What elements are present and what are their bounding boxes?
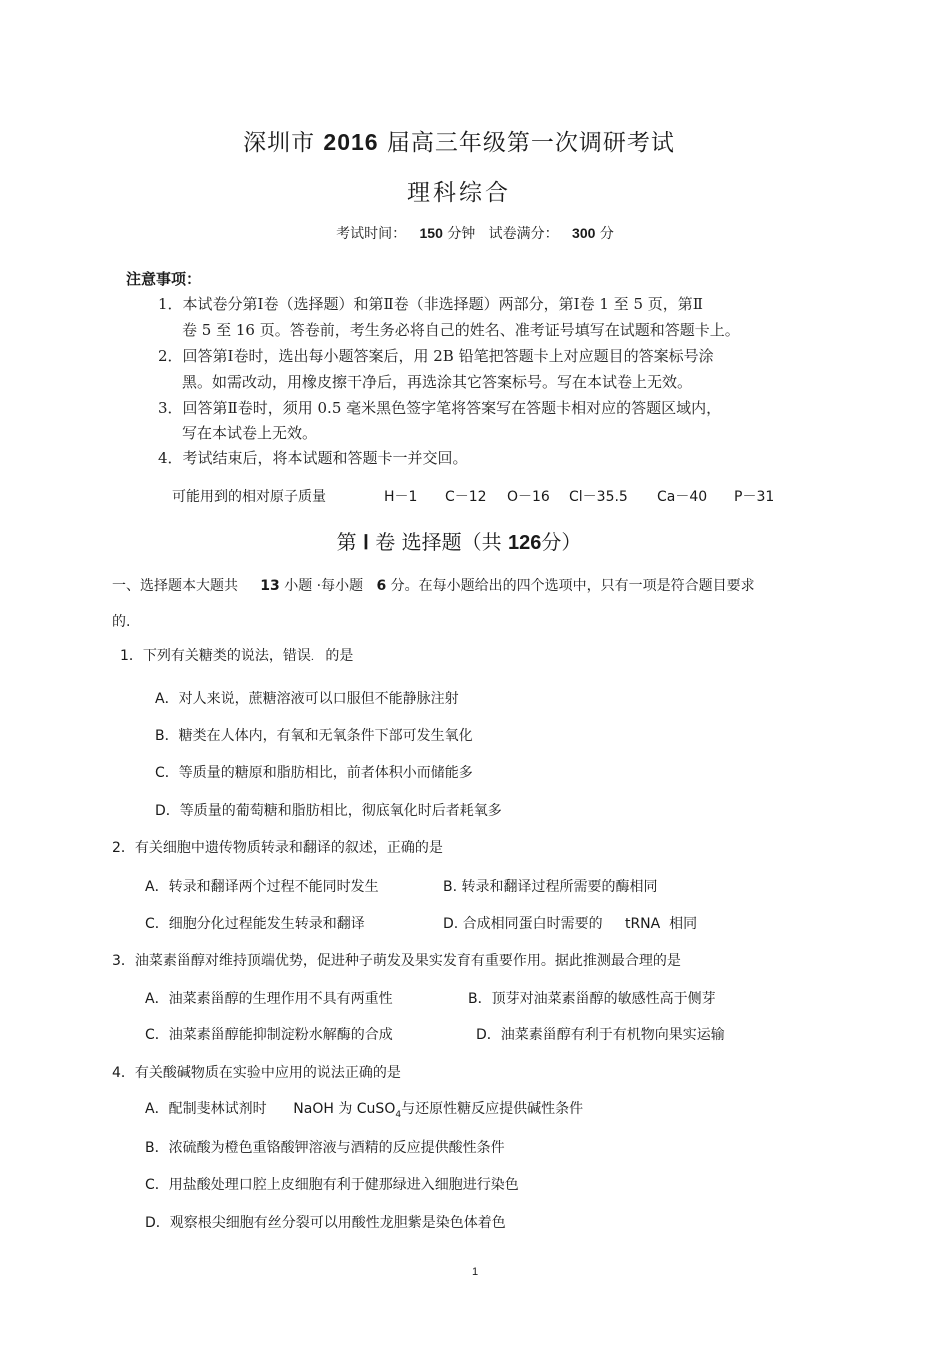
q2-option-c: C．细胞分化过程能发生转录和翻译: [145, 916, 365, 932]
q4-a-part-c: 与还原性糖反应提供碱性条件: [401, 1101, 584, 1117]
q2-d-part-b: tRNA: [624, 916, 661, 932]
exam-subtitle: 理科综合: [407, 180, 511, 206]
q1-option-c: C．等质量的糖原和脂肪相比，前者体积小而储能多: [155, 765, 473, 781]
instructions-count: 13: [260, 578, 280, 594]
q1-option-d: D．等质量的葡萄糖和脂肪相比，彻底氧化时后者耗氧多: [155, 803, 502, 819]
instructions-part-a: 一、选择题本大题共: [112, 578, 238, 594]
q3-option-d: D．油菜素甾醇有利于有机物向果实运输: [476, 1027, 725, 1043]
q4-a-part-a: A．配制斐林试剂时: [145, 1101, 267, 1117]
atomic-mass-c: C－12: [445, 489, 487, 505]
instructions-line-2: 的.: [112, 614, 131, 630]
section-suffix: 分）: [541, 530, 582, 554]
notice-item-4: 4．考试结束后，将本试题和答题卡一并交回。: [158, 449, 468, 467]
question-3-stem: 3．油菜素甾醇对维持顶端优势，促进种子萌发及果实发育有重要作用。据此推测最合理的是: [112, 953, 681, 969]
question-4-stem: 4．有关酸碱物质在实验中应用的说法正确的是: [112, 1065, 401, 1081]
time-label: 考试时间：: [336, 226, 407, 242]
q2-d-part-a: D. 合成相同蛋白时需要的: [443, 916, 603, 932]
q4-a-part-b: NaOH 为 CuSO: [293, 1101, 396, 1117]
exam-info: [0, 223, 950, 243]
q1-stem-b: 的是: [325, 648, 354, 664]
score-unit: 分: [599, 226, 614, 242]
q1-option-b: B．糖类在人体内，有氧和无氧条件下部可发生氧化: [155, 728, 473, 744]
time-unit: 分钟: [447, 226, 476, 242]
atomic-mass-p: P－31: [734, 489, 775, 505]
atomic-mass-cl: Cl－35.5: [569, 489, 628, 505]
section-title: [0, 526, 918, 555]
instructions-part-c: 分。在每小题给出的四个选项中，只有一项是符合题目要求: [390, 578, 755, 594]
q1-emphasis-dots: ．: [310, 652, 321, 663]
atomic-mass-o: O－16: [507, 489, 550, 505]
q4-option-b: B．浓硫酸为橙色重铬酸钾溶液与酒精的反应提供酸性条件: [145, 1140, 505, 1156]
q2-option-d: [443, 913, 697, 933]
notice-item-1-cont: 卷 5 至 16 页。答卷前，考生务必将自己的姓名、准考证号填写在试题和答题卡上。: [182, 321, 740, 339]
q1-option-a: A．对人来说，蔗糖溶液可以口服但不能静脉注射: [155, 691, 459, 707]
q3-option-b: B．顶芽对油菜素甾醇的敏感性高于侧芽: [468, 991, 716, 1007]
instructions-line-1: [112, 575, 755, 595]
notice-item-2: 2．回答第Ⅰ卷时，选出每小题答案后，用 2B 铅笔把答题卡上对应题目的答案标号涂: [158, 347, 714, 365]
q2-option-a: A．转录和翻译两个过程不能同时发生: [145, 879, 379, 895]
section-prefix: 第: [336, 530, 357, 554]
question-2-stem: 2．有关细胞中遗传物质转录和翻译的叙述，正确的是: [112, 840, 443, 856]
score-label: 试卷满分：: [488, 226, 559, 242]
q2-d-part-c: 相同: [669, 916, 698, 932]
title-prefix: 深圳市: [243, 130, 316, 156]
section-points: 126: [507, 532, 542, 554]
q4-option-a: [145, 1098, 583, 1120]
section-roman: Ⅰ: [363, 532, 369, 554]
atomic-mass-h: H－1: [384, 489, 418, 505]
q3-option-a: A．油菜素甾醇的生理作用不具有两重性: [145, 991, 393, 1007]
instructions-per: 6: [376, 578, 387, 594]
atomic-mass-label: 可能用到的相对原子质量: [172, 489, 326, 505]
score-value: 300: [572, 225, 596, 241]
title-year: 2016: [323, 129, 379, 155]
q4-option-c: C．用盐酸处理口腔上皮细胞有利于健那绿进入细胞进行染色: [145, 1177, 519, 1193]
notice-item-3: 3．回答第Ⅱ卷时，须用 0.5 毫米黑色签字笔将答案写在答题卡相对应的答题区域内，: [158, 399, 722, 417]
exam-title: [0, 124, 918, 157]
time-value: 150: [419, 225, 443, 241]
instructions-part-b: 小题 ·每小题: [284, 578, 364, 594]
notice-item-3-cont: 写在本试卷上无效。: [182, 424, 318, 442]
notice-heading: 注意事项：: [126, 270, 202, 288]
q3-option-c: C．油菜素甾醇能抑制淀粉水解酶的合成: [145, 1027, 393, 1043]
q2-option-b: B. 转录和翻译过程所需要的酶相同: [443, 879, 658, 895]
notice-item-1: 1．本试卷分第Ⅰ卷（选择题）和第Ⅱ卷（非选择题）两部分，第Ⅰ卷 1 至 5 页，第Ⅱ: [158, 295, 703, 313]
section-middle: 卷 选择题（共: [375, 530, 502, 554]
notice-item-2-cont: 黑。如需改动，用橡皮擦干净后，再选涂其它答案标号。写在本试卷上无效。: [182, 373, 693, 391]
q4-option-d: D．观察根尖细胞有丝分裂可以用酸性龙胆紫是染色体着色: [145, 1215, 506, 1231]
page-number: 1: [471, 1266, 479, 1278]
atomic-mass-ca: Ca－40: [657, 489, 708, 505]
q4-a-subscript: 4: [395, 1109, 402, 1120]
title-suffix: 届高三年级第一次调研考试: [386, 130, 675, 156]
question-1-stem: [120, 645, 353, 665]
q1-stem-a: 1．下列有关糖类的说法，错误: [120, 648, 311, 664]
